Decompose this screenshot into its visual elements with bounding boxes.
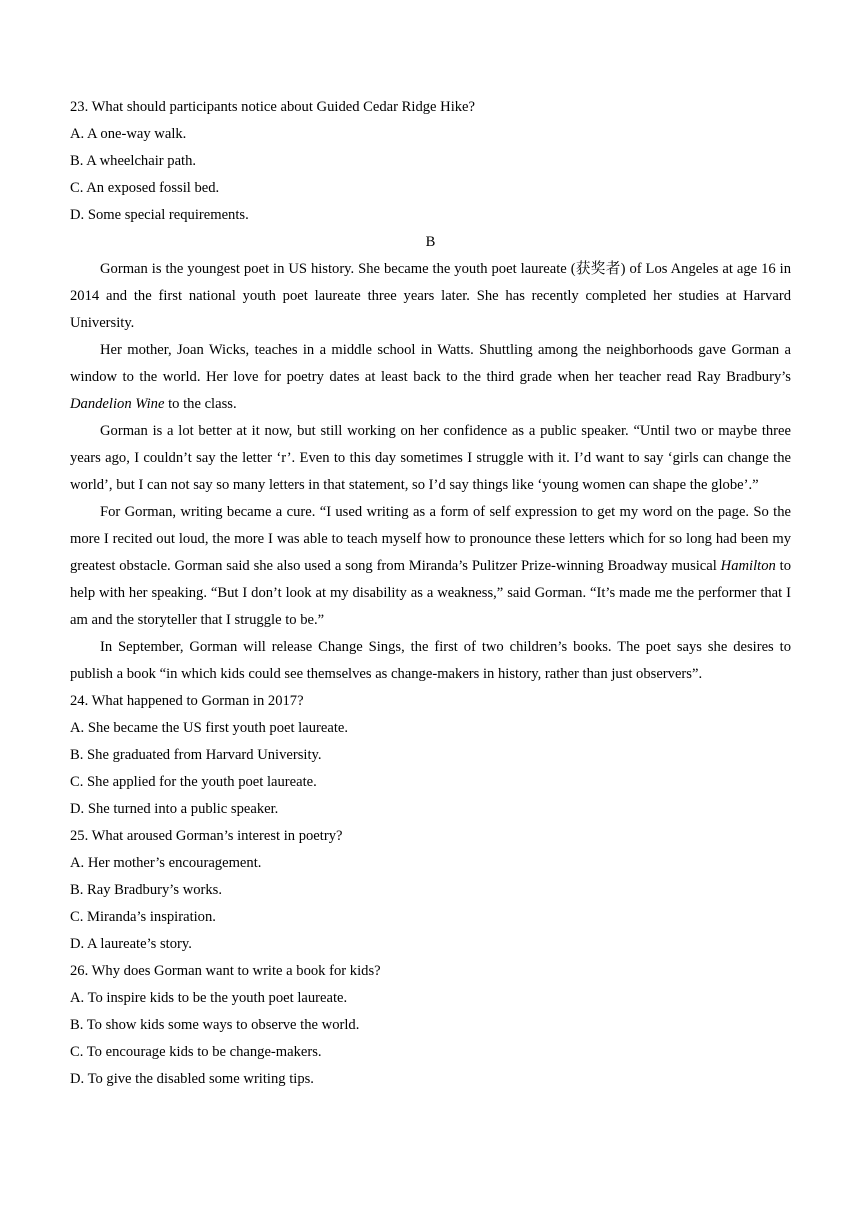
passage-paragraph-2 bbox=[70, 337, 791, 418]
passage-paragraph-2-text-after: to the class. bbox=[164, 396, 237, 412]
question-23-option-c: C. An exposed fossil bed. bbox=[70, 180, 220, 196]
passage-paragraph-2-text-before: Her mother, Joan Wicks, teaches in a middle school in Watts. Shuttling among the neighborhoods gave Gorman a window to the world. Her love for poetry dates at least back to the third grade when her teacher read Ray Bradbury’s bbox=[70, 342, 791, 385]
question-24-option-d: D. She turned into a public speaker. bbox=[70, 801, 279, 817]
document-page bbox=[70, 94, 791, 1093]
question-25-stem: 25. What aroused Gorman’s interest in poetry? bbox=[70, 828, 343, 844]
question-25 bbox=[70, 823, 791, 958]
passage-paragraph-4 bbox=[70, 499, 791, 634]
question-24-option-a: A. She became the US first youth poet laureate. bbox=[70, 720, 349, 736]
reading-passage bbox=[70, 256, 791, 688]
musical-title-italic: Hamilton bbox=[720, 558, 776, 574]
question-24-option-c: C. She applied for the youth poet laureate. bbox=[70, 774, 317, 790]
passage-paragraph-4-text-before: For Gorman, writing became a cure. “I used writing as a form of self expression to get my word on the page. So the more I recited out loud, the more I was able to teach myself how to pronounce these letters which for so long had been my greatest obstacle. Gorman said she also used a song from Miranda’s Pulitzer Prize-winning Broadway musical bbox=[70, 504, 791, 574]
question-23-option-d: D. Some special requirements. bbox=[70, 207, 249, 223]
passage-paragraph-1: Gorman is the youngest poet in US history. She became the youth poet laureate (获奖者) of Los Angeles at age 16 in 2014 and the first national youth poet laureate three years later. She has recently completed her studies at Harvard University. bbox=[70, 261, 791, 331]
question-23 bbox=[70, 94, 791, 229]
question-26-option-b: B. To show kids some ways to observe the world. bbox=[70, 1017, 360, 1033]
question-25-option-d: D. A laureate’s story. bbox=[70, 936, 192, 952]
question-23-option-b: B. A wheelchair path. bbox=[70, 153, 197, 169]
question-26 bbox=[70, 958, 791, 1093]
question-26-stem: 26. Why does Gorman want to write a book for kids? bbox=[70, 963, 381, 979]
question-26-option-a: A. To inspire kids to be the youth poet laureate. bbox=[70, 990, 348, 1006]
question-26-option-c: C. To encourage kids to be change-makers. bbox=[70, 1044, 322, 1060]
passage-paragraph-4-text-after: to help with her speaking. “But I don’t look at my disability as a weakness,” said Gorman. “It’s made me the performer that I am and the storyteller that I struggle to be.” bbox=[70, 558, 792, 628]
question-25-option-c: C. Miranda’s inspiration. bbox=[70, 909, 216, 925]
question-24-stem: 24. What happened to Gorman in 2017? bbox=[70, 693, 304, 709]
question-23-option-a: A. A one-way walk. bbox=[70, 126, 187, 142]
question-24 bbox=[70, 688, 791, 823]
question-23-stem: 23. What should participants notice about Guided Cedar Ridge Hike? bbox=[70, 99, 476, 115]
book-title-italic: Dandelion Wine bbox=[70, 396, 165, 412]
question-25-option-a: A. Her mother’s encouragement. bbox=[70, 855, 262, 871]
section-heading: B bbox=[425, 234, 436, 250]
question-24-option-b: B. She graduated from Harvard University. bbox=[70, 747, 322, 763]
passage-paragraph-5: In September, Gorman will release Change Sings, the first of two children’s books. The poet says she desires to publish a book “in which kids could see themselves as change-makers in history, rather than just observers”. bbox=[70, 639, 791, 682]
passage-paragraph-3: Gorman is a lot better at it now, but still working on her confidence as a public speaker. “Until two or maybe three years ago, I couldn’t say the letter ‘r’. Even to this day sometimes I struggle with it. I’d want to say ‘girls can change the world’, but I can not say so many letters in that statement, so I’d say things like ‘young women can shape the globe’.” bbox=[70, 423, 791, 493]
question-25-option-b: B. Ray Bradbury’s works. bbox=[70, 882, 223, 898]
question-26-option-d: D. To give the disabled some writing tips. bbox=[70, 1071, 314, 1087]
